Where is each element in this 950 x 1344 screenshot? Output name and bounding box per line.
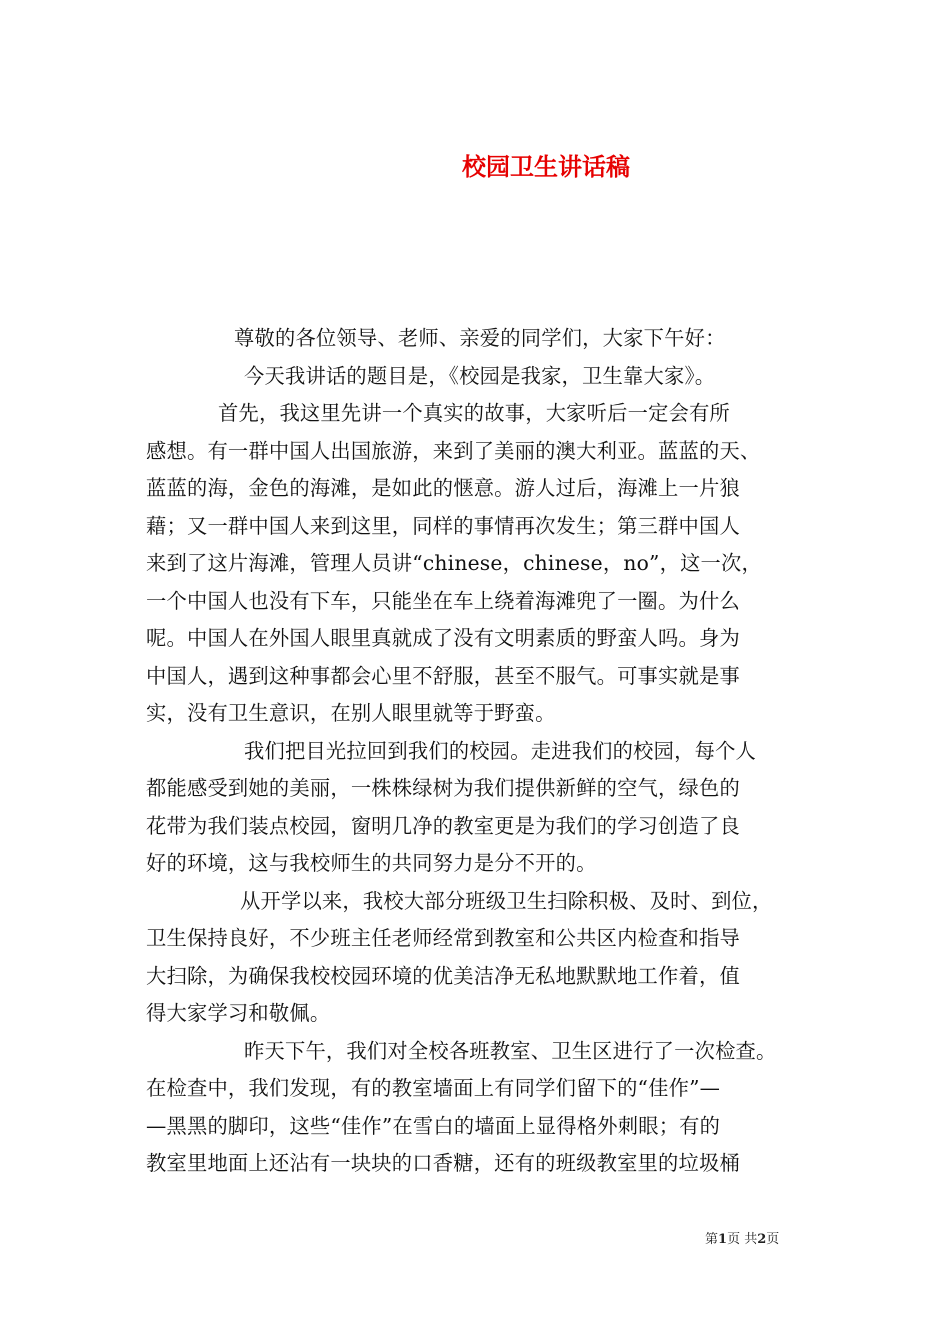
footer-suffix: 页: [766, 1232, 780, 1247]
body-line: 来到了这片海滩，管理人员讲“chinese，chinese，no”，这一次，: [146, 551, 762, 575]
footer-total-pages: 2: [757, 1232, 767, 1247]
page-footer: [705, 1231, 779, 1249]
body-line: 中国人，遇到这种事都会心里不舒服，甚至不服气。可事实就是事: [146, 663, 740, 688]
document-title: 校园卫生讲话稿: [462, 152, 630, 182]
body-line: 蓝蓝的海，金色的海滩，是如此的惬意。游人过后，海滩上一片狼: [146, 476, 740, 500]
body-line: 得大家学习和敬佩。: [146, 1001, 331, 1025]
body-line: 好的环境，这与我校师生的共同努力是分不开的。: [146, 851, 597, 875]
body-line: 感想。有一群中国人出国旅游，来到了美丽的澳大利亚。蓝蓝的天、: [146, 438, 761, 463]
body-line: 实，没有卫生意识，在别人眼里就等于野蛮。: [146, 701, 556, 725]
body-line: 在检查中，我们发现，有的教室墙面上有同学们留下的“佳作”—: [146, 1076, 721, 1100]
body-line: 从开学以来，我校大部分班级卫生扫除积极、及时、到位，: [240, 888, 773, 913]
footer-middle: 页 共: [727, 1232, 758, 1247]
body-line: 大扫除，为确保我校校园环境的优美洁净无私地默默地工作着，值: [146, 963, 740, 988]
body-line: 首先，我这里先讲一个真实的故事，大家听后一定会有所: [218, 401, 731, 425]
body-line: 教室里地面上还沾有一块块的口香糖，还有的班级教室里的垃圾桶: [146, 1151, 740, 1175]
body-line: 花带为我们装点校园，窗明几净的教室更是为我们的学习创造了良: [146, 813, 740, 838]
body-line: 今天我讲话的题目是，《校园是我家，卫生靠大家》。: [244, 363, 716, 388]
document-body: [146, 320, 806, 1183]
body-line: 一个中国人也没有下车，只能坐在车上绕着海滩兜了一圈。为什么: [146, 588, 740, 613]
footer-current-page: 1: [718, 1232, 728, 1247]
body-line: 卫生保持良好，不少班主任老师经常到教室和公共区内检查和指导: [146, 926, 740, 950]
body-line: 我们把目光拉回到我们的校园。走进我们的校园，每个人: [244, 738, 757, 763]
body-line: 尊敬的各位领导、老师、亲爱的同学们，大家下午好：: [234, 326, 726, 350]
body-line: —黑黑的脚印，这些“佳作”在雪白的墙面上显得格外刺眼；有的: [146, 1113, 721, 1138]
body-line: 昨天下午，我们对全校各班教室、卫生区进行了一次检查。: [244, 1038, 777, 1063]
body-line: 都能感受到她的美丽，一株株绿树为我们提供新鲜的空气，绿色的: [146, 776, 740, 800]
footer-prefix: 第: [705, 1232, 719, 1247]
body-line: 藉；又一群中国人来到这里，同样的事情再次发生；第三群中国人: [146, 513, 740, 538]
body-line: 呢。中国人在外国人眼里真就成了没有文明素质的野蛮人吗。身为: [146, 626, 740, 650]
